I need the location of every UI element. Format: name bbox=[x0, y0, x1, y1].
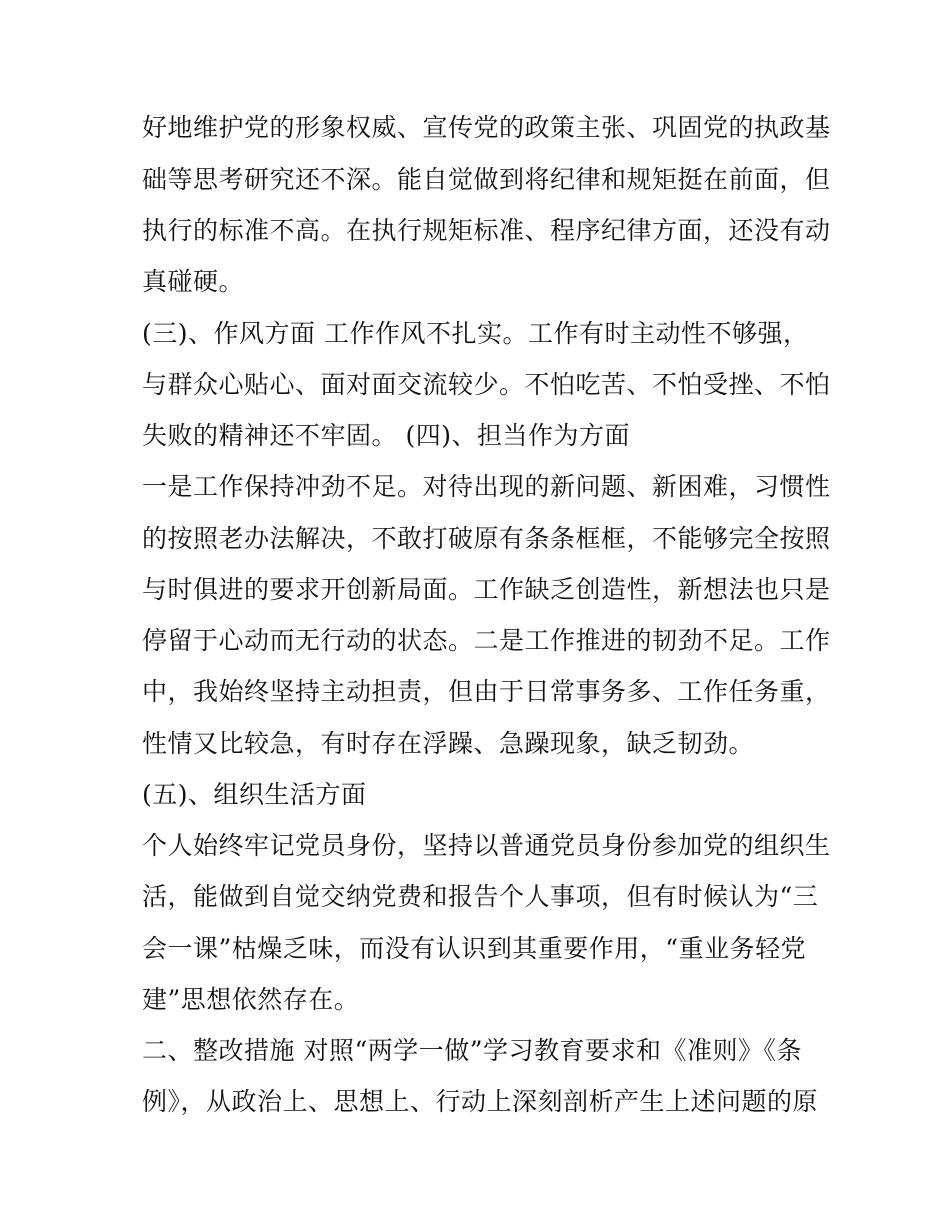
text-line: 活，能做到自觉交纳党费和报告个人事项，但有时候认为“三 bbox=[142, 882, 819, 911]
text-line: 中，我始终坚持主动担责，但由于日常事务多、工作任务重， bbox=[142, 677, 831, 706]
text-line: 会一课”枯燥乏味，而没有认识到其重要作用，“重业务轻党 bbox=[142, 934, 807, 963]
section-heading-3: (三)、作风方面 工作作风不扎实。工作有时主动性不够强， bbox=[142, 319, 809, 348]
text-line: 性情又比较急，有时存在浮躁、急躁现象，缺乏韧劲。 bbox=[142, 729, 755, 758]
text-line: 执行的标准不高。在执行规矩标准、程序纪律方面，还没有动 bbox=[142, 216, 831, 245]
text-line: 的按照老办法解决，不敢打破原有条条框框，不能够完全按照 bbox=[142, 524, 831, 553]
section-heading-2: 二、整改措施 对照“两学一做”学习教育要求和《准则》《条 bbox=[142, 1036, 803, 1065]
text-line: 与时俱进的要求开创新局面。工作缺乏创造性，新想法也只是 bbox=[142, 575, 831, 604]
text-line: 建”思想依然存在。 bbox=[142, 985, 360, 1014]
text-line: 真碰硬。 bbox=[142, 267, 245, 296]
section-heading-5: (五)、组织生活方面 bbox=[142, 780, 367, 809]
text-line: 例》，从政治上、思想上、行动上深刻剖析产生上述问题的原 bbox=[142, 1087, 819, 1116]
text-line: 个人始终牢记党员身份，坚持以普通党员身份参加党的组织生 bbox=[142, 831, 831, 860]
text-line: 础等思考研究还不深。能自觉做到将纪律和规矩挺在前面，但 bbox=[142, 165, 831, 194]
text-line: 一是工作保持冲劲不足。对待出现的新问题、新困难，习惯性 bbox=[142, 472, 831, 501]
text-line: 停留于心动而无行动的状态。二是工作推进的韧劲不足。工作 bbox=[142, 626, 831, 655]
text-line: 好地维护党的形象权威、宣传党的政策主张、巩固党的执政基 bbox=[142, 113, 831, 142]
text-line: 失败的精神还不牢固。 (四)、担当作为方面 bbox=[142, 421, 630, 450]
text-line: 与群众心贴心、面对面交流较少。不怕吃苦、不怕受挫、不怕 bbox=[142, 370, 831, 399]
